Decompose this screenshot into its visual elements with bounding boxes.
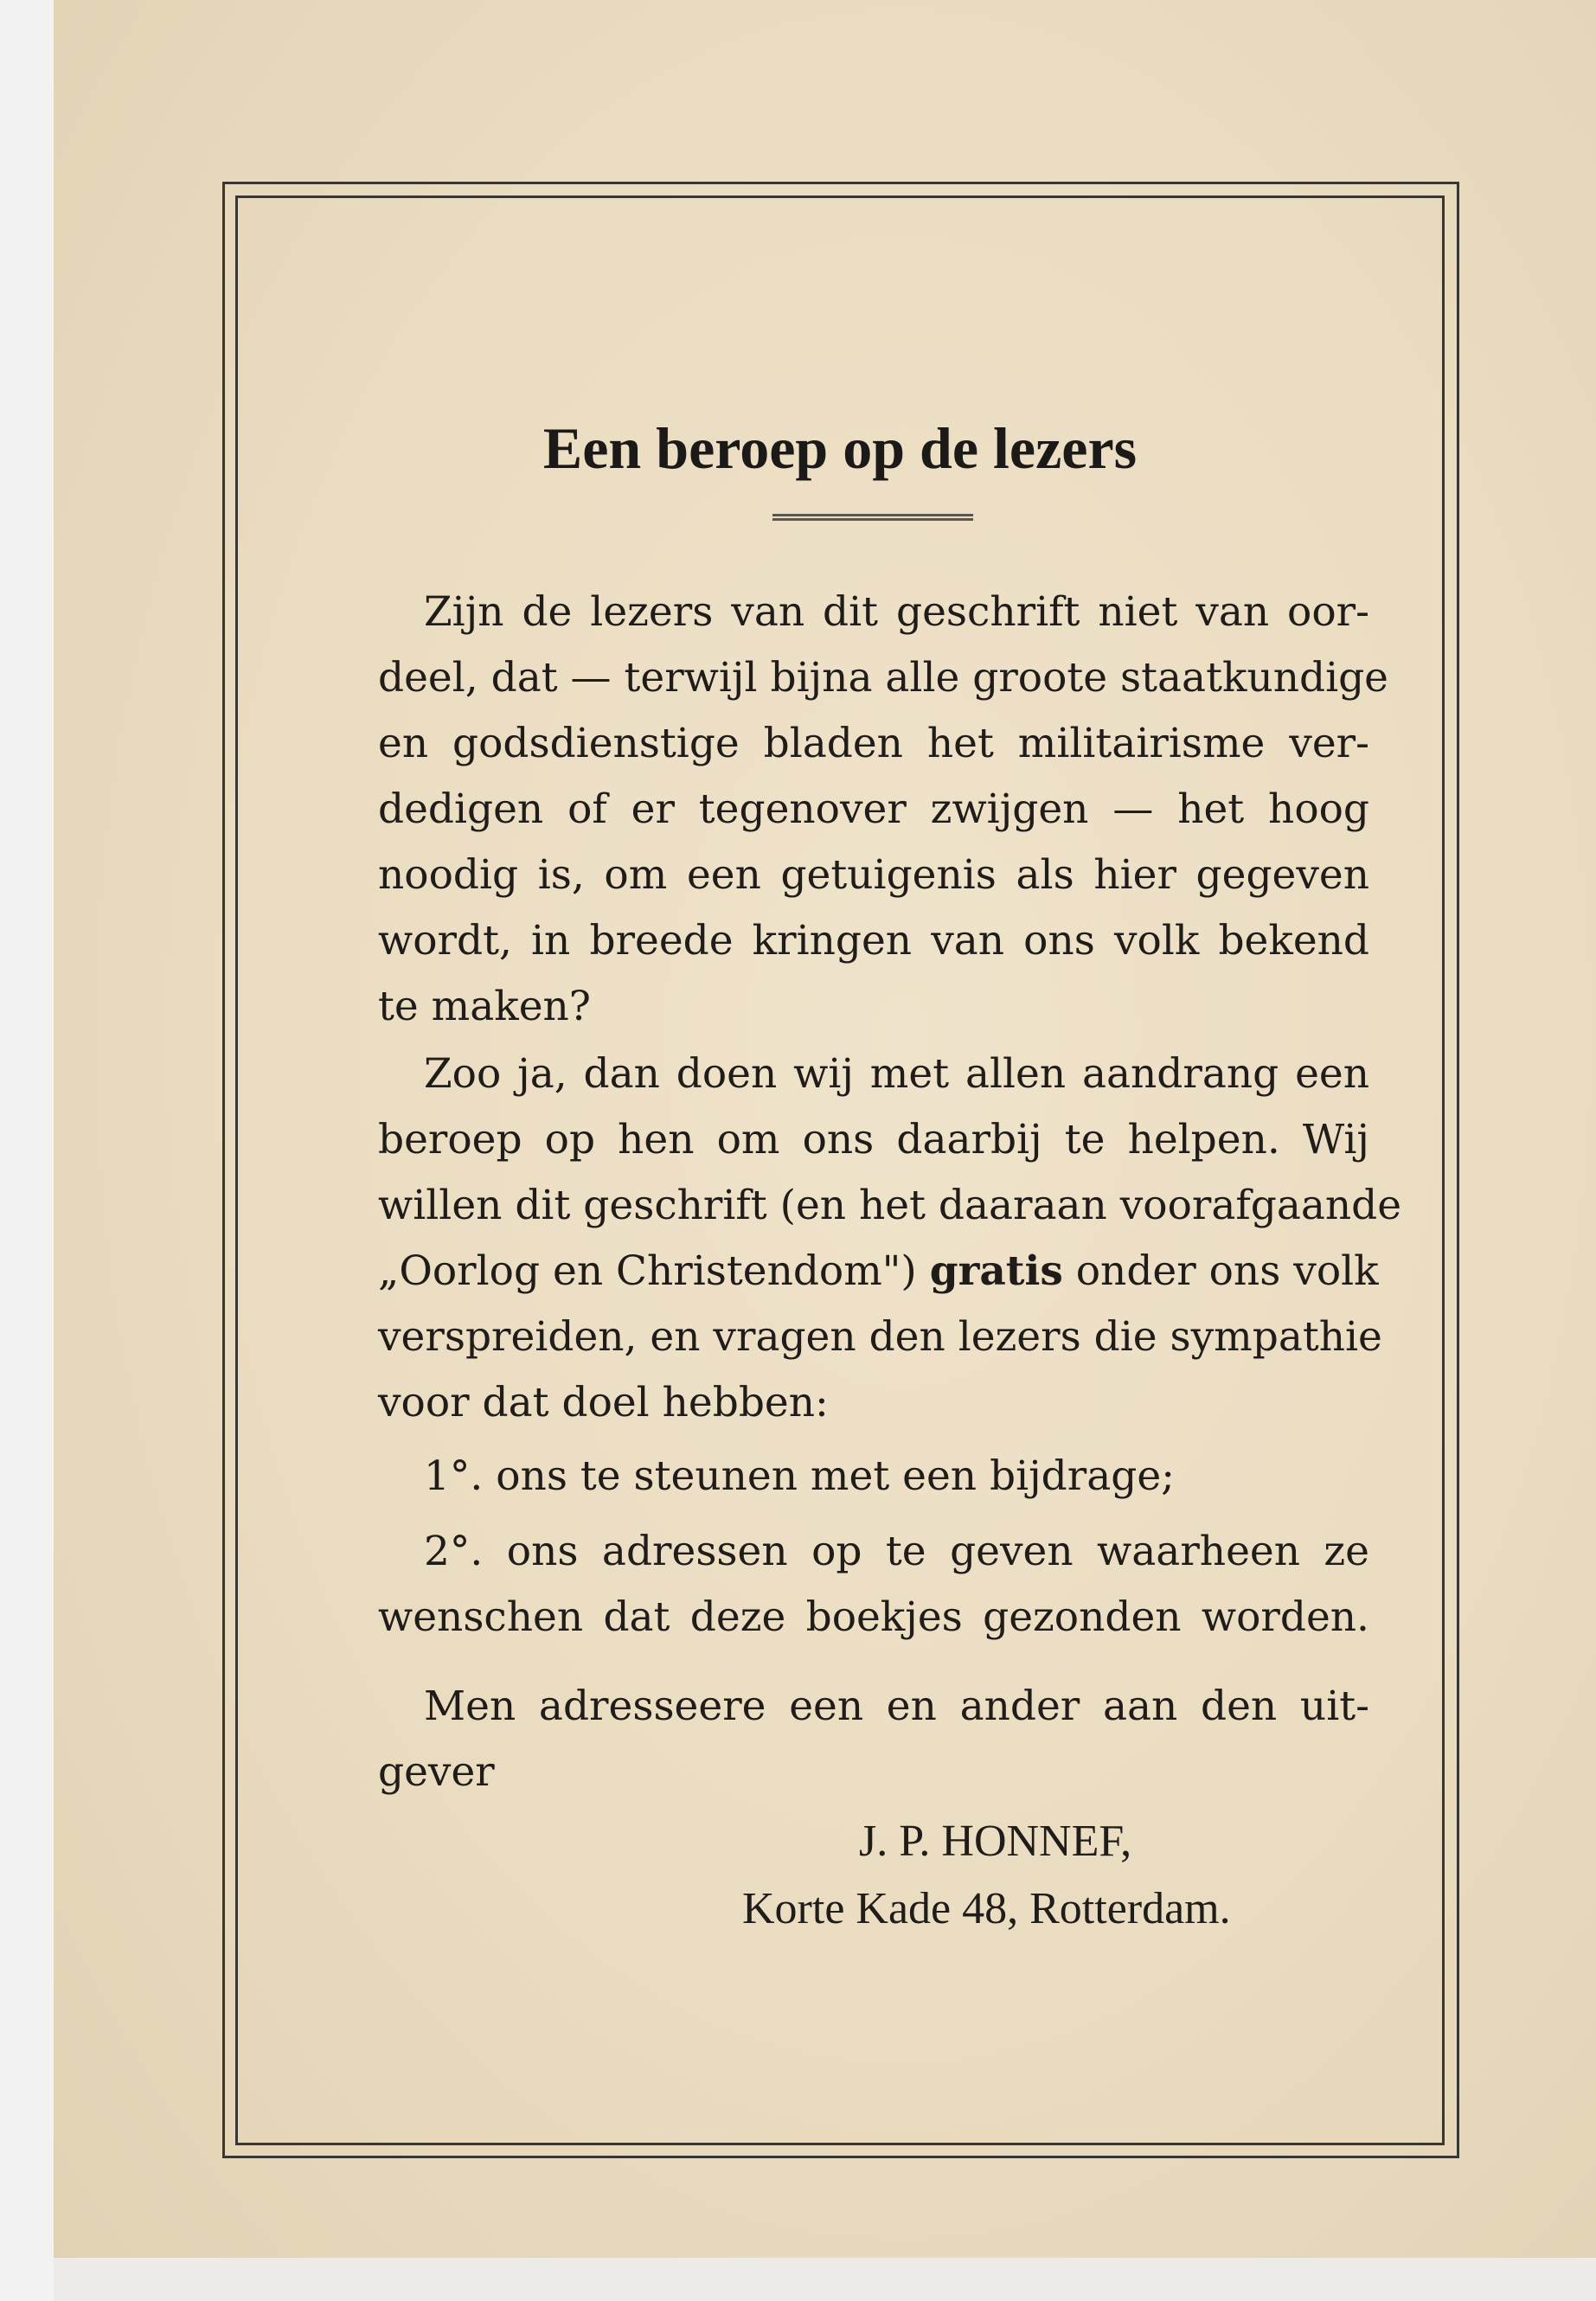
text-line: willen dit geschrift (en het daaraan voorafgaande (378, 1182, 1402, 1229)
publisher-name: J. P. HONNEF, (859, 1817, 1132, 1866)
emphasis-gratis: gratis (929, 1247, 1063, 1295)
scan-margin (0, 0, 54, 2301)
text-line: voor dat doel hebben: (378, 1379, 829, 1426)
text-line-with-emphasis (378, 1239, 1379, 1304)
text-segment: onder ons volk (1075, 1247, 1379, 1295)
page-title: Een beroep op de lezers (542, 415, 1138, 481)
text-line: dedigen of er tegenover zwijgen — het hoog (378, 785, 1369, 833)
scan-bottom-strip (54, 2258, 1596, 2301)
text-line: gever (378, 1748, 495, 1796)
text-line: Zijn de lezers van dit geschrift niet van oor- (424, 588, 1369, 636)
text-line: verspreiden, en vragen den lezers die sympathie (378, 1313, 1382, 1361)
list-item: 1°. ons te steunen met een bijdrage; (424, 1452, 1175, 1500)
text-line: te maken? (378, 983, 591, 1030)
text-segment: „Oorlog en Christendom") (378, 1247, 917, 1295)
title-divider (772, 514, 973, 521)
text-line: Men adresseere een en ander aan den uit- (424, 1682, 1369, 1730)
text-line: wordt, in breede kringen van ons volk bekend (378, 917, 1369, 965)
text-line: Zoo ja, dan doen wij met allen aandrang een (424, 1050, 1369, 1098)
publisher-address: Korte Kade 48, Rotterdam. (742, 1884, 1231, 1933)
text-line: en godsdienstige bladen het militairisme ver- (378, 720, 1369, 767)
text-line: beroep op hen om ons daarbij te helpen. Wij (378, 1116, 1369, 1163)
text-line: wenschen dat deze boekjes gezonden worden. (378, 1593, 1369, 1641)
text-line: noodig is, om een getuigenis als hier gegeven (378, 851, 1369, 899)
list-item: 2°. ons adressen op te geven waarheen ze (424, 1528, 1369, 1575)
text-line: deel, dat — terwijl bijna alle groote staatkundige (378, 654, 1389, 702)
